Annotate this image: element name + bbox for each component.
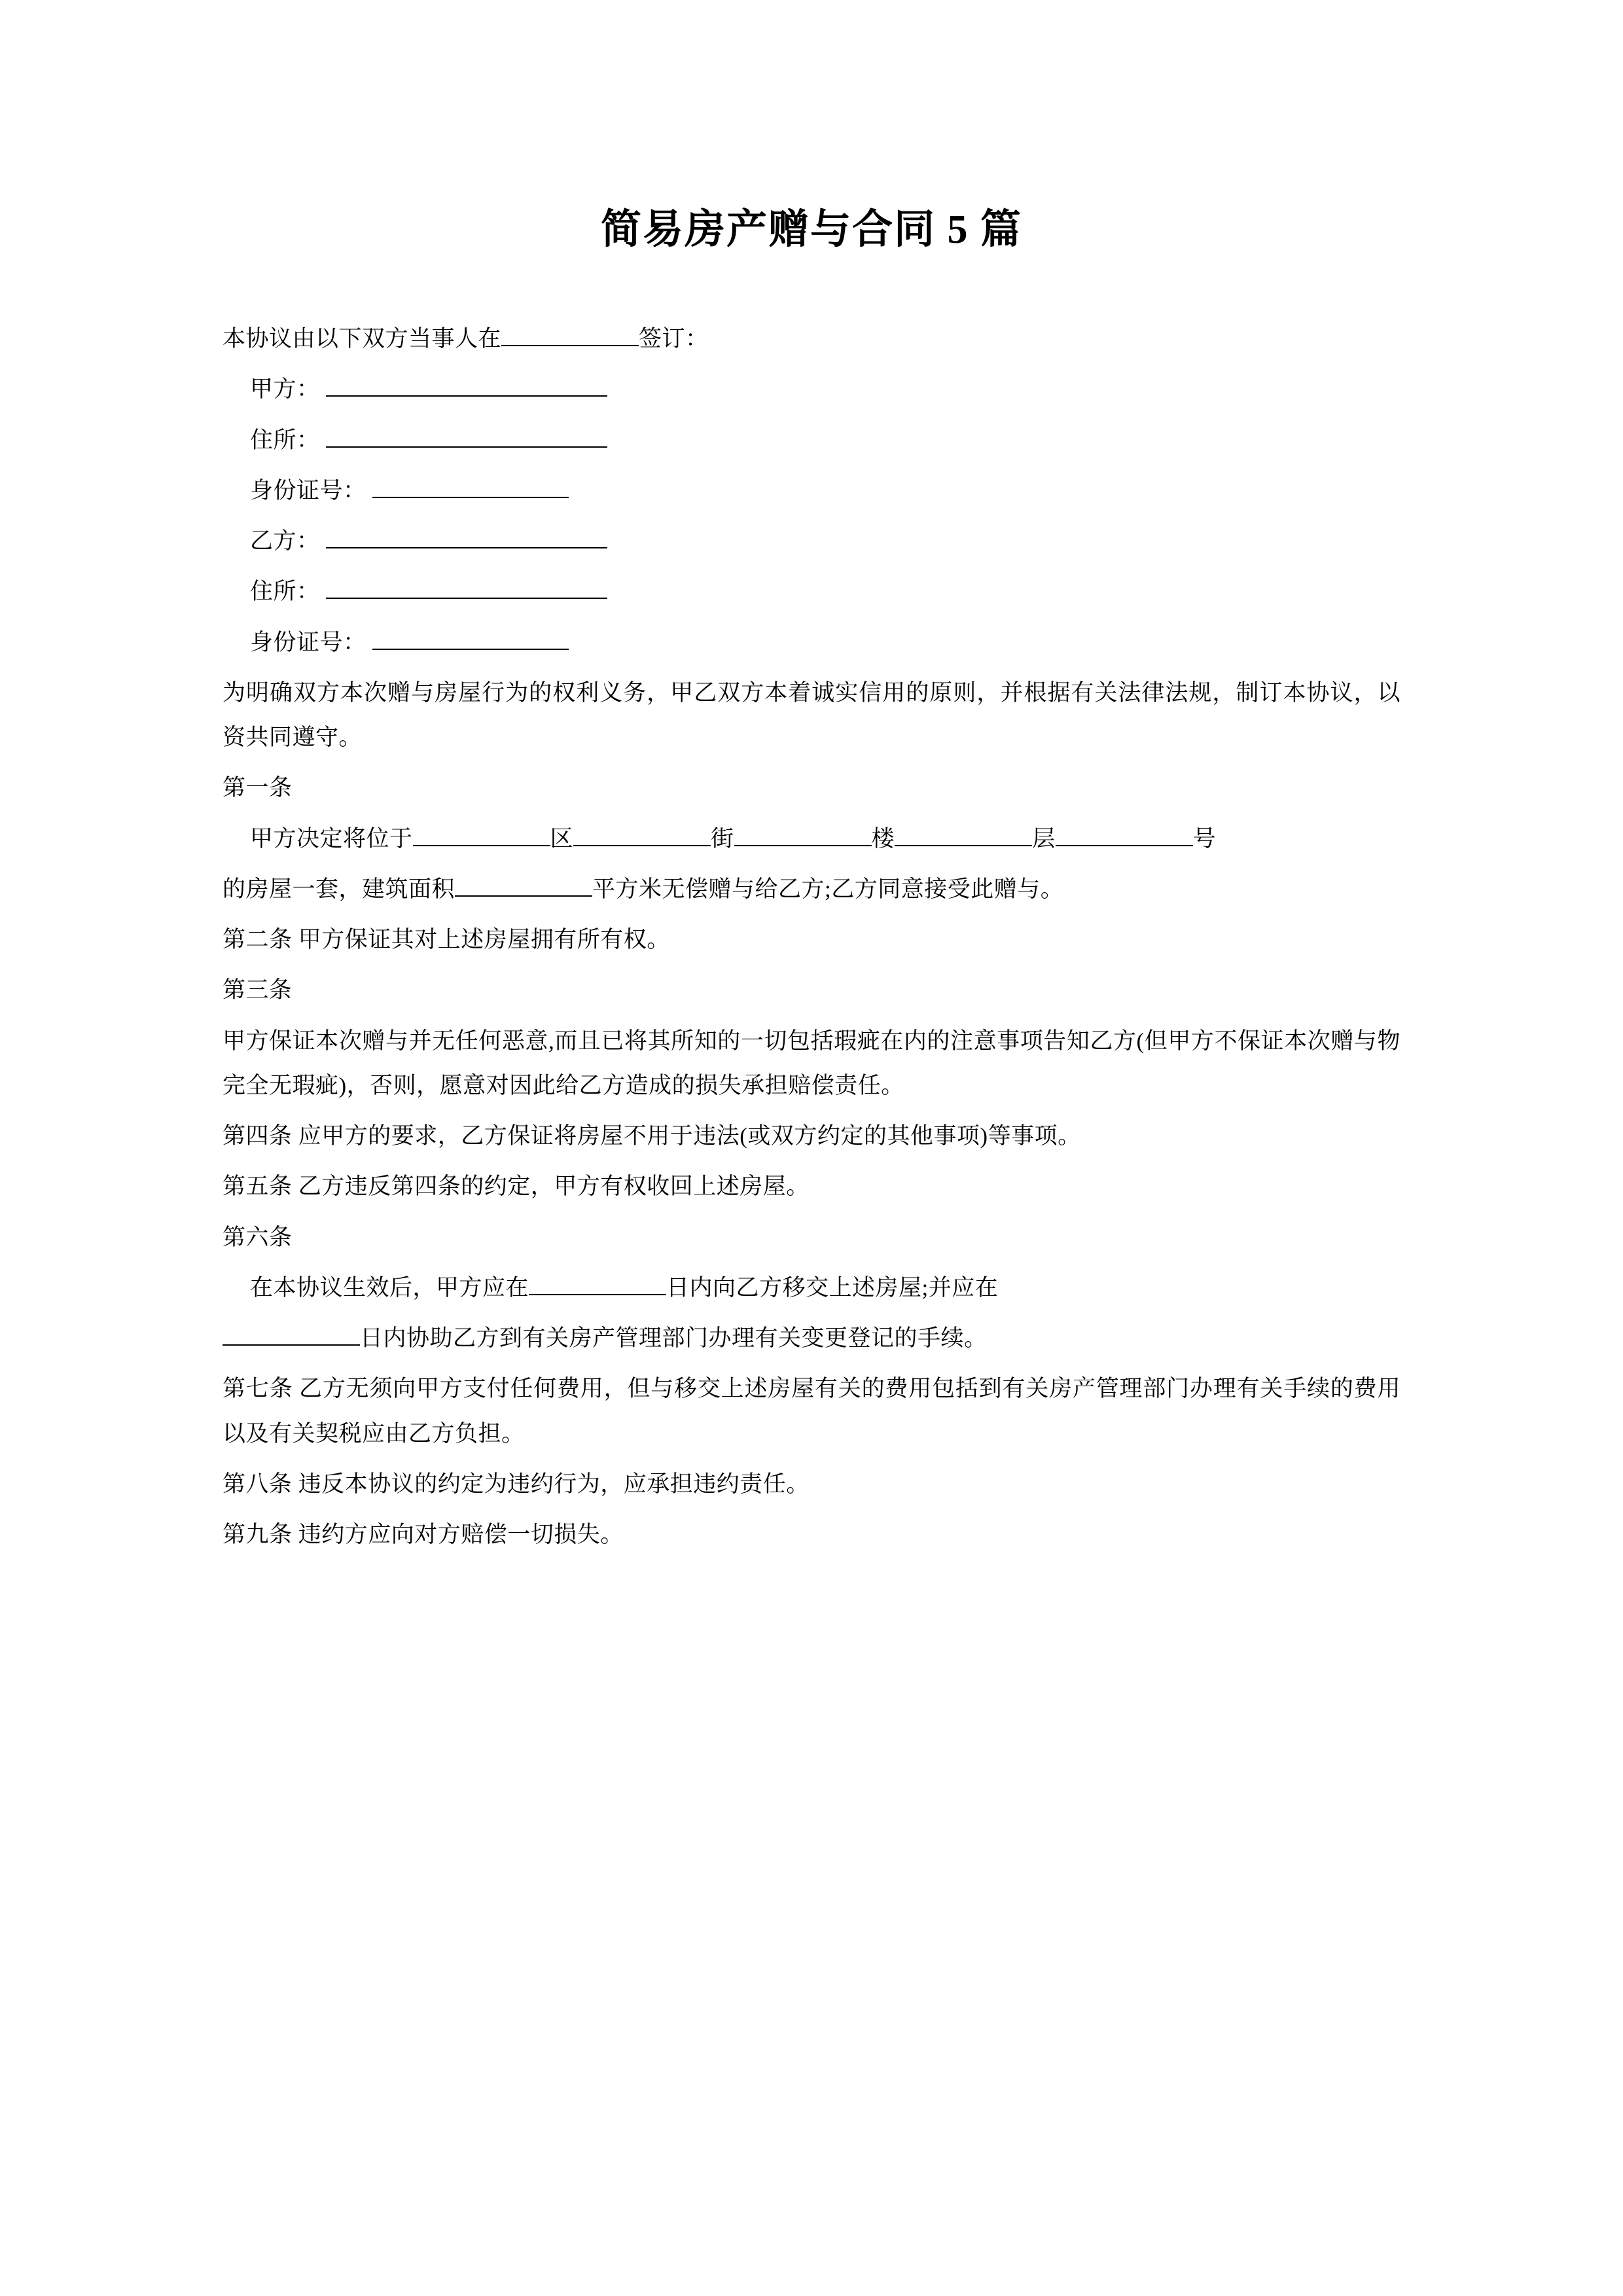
- clause-9: 第九条 违约方应向对方赔偿一切损失。: [223, 1522, 624, 1547]
- clause1-seg5: 层: [1032, 825, 1056, 852]
- party-b-name-blank[interactable]: [326, 547, 607, 548]
- party-b-address-label: 住所：: [250, 579, 320, 605]
- party-a-address-label: 住所：: [250, 427, 320, 453]
- clause6-blank-days-2[interactable]: [223, 1344, 360, 1346]
- clause6-blank-days-1[interactable]: [529, 1294, 666, 1295]
- clause-1-heading: 第一条: [223, 775, 293, 801]
- paragraph-intro: [223, 317, 1400, 361]
- document-body: [223, 255, 1400, 1557]
- clause-8: 第八条 违反本协议的约定为违约行为，应承担违约责任。: [223, 1471, 810, 1497]
- clause6-seg1: 在本协议生效后，甲方应在: [250, 1274, 529, 1300]
- clause-6-heading: 第六条: [223, 1224, 293, 1250]
- clause6-seg2: 日内向乙方移交上述房屋;并应在: [666, 1274, 999, 1300]
- paragraph-preamble: 为明确双方本次赠与房屋行为的权利义务，甲乙双方本着诚实信用的原则，并根据有关法律法规，制订本协议，以资共同遵守。: [223, 679, 1400, 750]
- party-a-address-blank[interactable]: [326, 446, 607, 448]
- clause-3-heading: 第三条: [223, 977, 293, 1003]
- clause1-seg7: 的房屋一套，建筑面积: [223, 876, 455, 902]
- clause6-seg3: 日内协助乙方到有关房产管理部门办理有关变更登记的手续。: [360, 1325, 988, 1351]
- clause1-blank-floor[interactable]: [895, 845, 1032, 846]
- clause1-seg1: 甲方决定将位于: [250, 825, 413, 852]
- party-a-id-label: 身份证号：: [250, 477, 366, 503]
- clause1-blank-street[interactable]: [573, 845, 711, 846]
- clause-7: 第七条 乙方无须向甲方支付任何费用，但与移交上述房屋有关的费用包括到有关房产管理部门办理有关手续的费用以及有关契税应由乙方负担。: [223, 1376, 1400, 1446]
- field-party-a-id: [223, 469, 1400, 513]
- intro-blank[interactable]: [501, 345, 639, 346]
- party-a-id-blank[interactable]: [372, 497, 569, 498]
- clause1-seg3: 街: [711, 825, 734, 852]
- clause-2: 第二条 甲方保证其对上述房屋拥有所有权。: [223, 927, 670, 952]
- field-party-b-name: [223, 519, 1400, 564]
- intro-text-after: 签订：: [639, 326, 709, 351]
- field-party-b-address: [223, 569, 1400, 614]
- clause1-seg2: 区: [550, 825, 574, 852]
- field-party-a-address: [223, 418, 1400, 463]
- clause-6-body-2: [223, 1316, 1400, 1361]
- clause1-seg4: 楼: [871, 825, 895, 852]
- clause-1-body: [223, 817, 1400, 861]
- page-title: 简易房产赠与合同 5 篇: [600, 207, 1022, 252]
- clause1-seg8: 平方米无偿赠与给乙方;乙方同意接受此赠与。: [592, 876, 1064, 902]
- clause1-blank-district[interactable]: [413, 845, 550, 846]
- clause1-blank-area[interactable]: [455, 895, 592, 897]
- clause-4: 第四条 应甲方的要求，乙方保证将房屋不用于违法(或双方约定的其他事项)等事项。: [223, 1123, 1081, 1149]
- field-party-b-id: [223, 620, 1400, 665]
- party-a-name-blank[interactable]: [326, 395, 607, 397]
- party-a-name-label: 甲方：: [250, 376, 320, 403]
- party-b-address-blank[interactable]: [326, 598, 607, 599]
- clause-6-body: [223, 1266, 1400, 1310]
- clause-3-body: 甲方保证本次赠与并无任何恶意,而且已将其所知的一切包括瑕疵在内的注意事项告知乙方(但甲方不保证本次赠与物完全无瑕疵)，否则，愿意对因此给乙方造成的损失承担赔偿责任。: [223, 1028, 1400, 1098]
- clause1-blank-building[interactable]: [734, 845, 872, 846]
- intro-text-before: 本协议由以下双方当事人在: [223, 326, 502, 351]
- field-party-a-name: [223, 367, 1400, 412]
- clause1-seg6: 号: [1192, 825, 1217, 852]
- clause1-blank-number[interactable]: [1056, 845, 1193, 846]
- party-b-name-label: 乙方：: [250, 528, 320, 554]
- party-b-id-label: 身份证号：: [250, 629, 366, 655]
- party-b-id-blank[interactable]: [372, 649, 569, 650]
- clause-1-body-2: [223, 867, 1400, 912]
- clause-5: 第五条 乙方违反第四条的约定，甲方有权收回上述房屋。: [223, 1174, 810, 1200]
